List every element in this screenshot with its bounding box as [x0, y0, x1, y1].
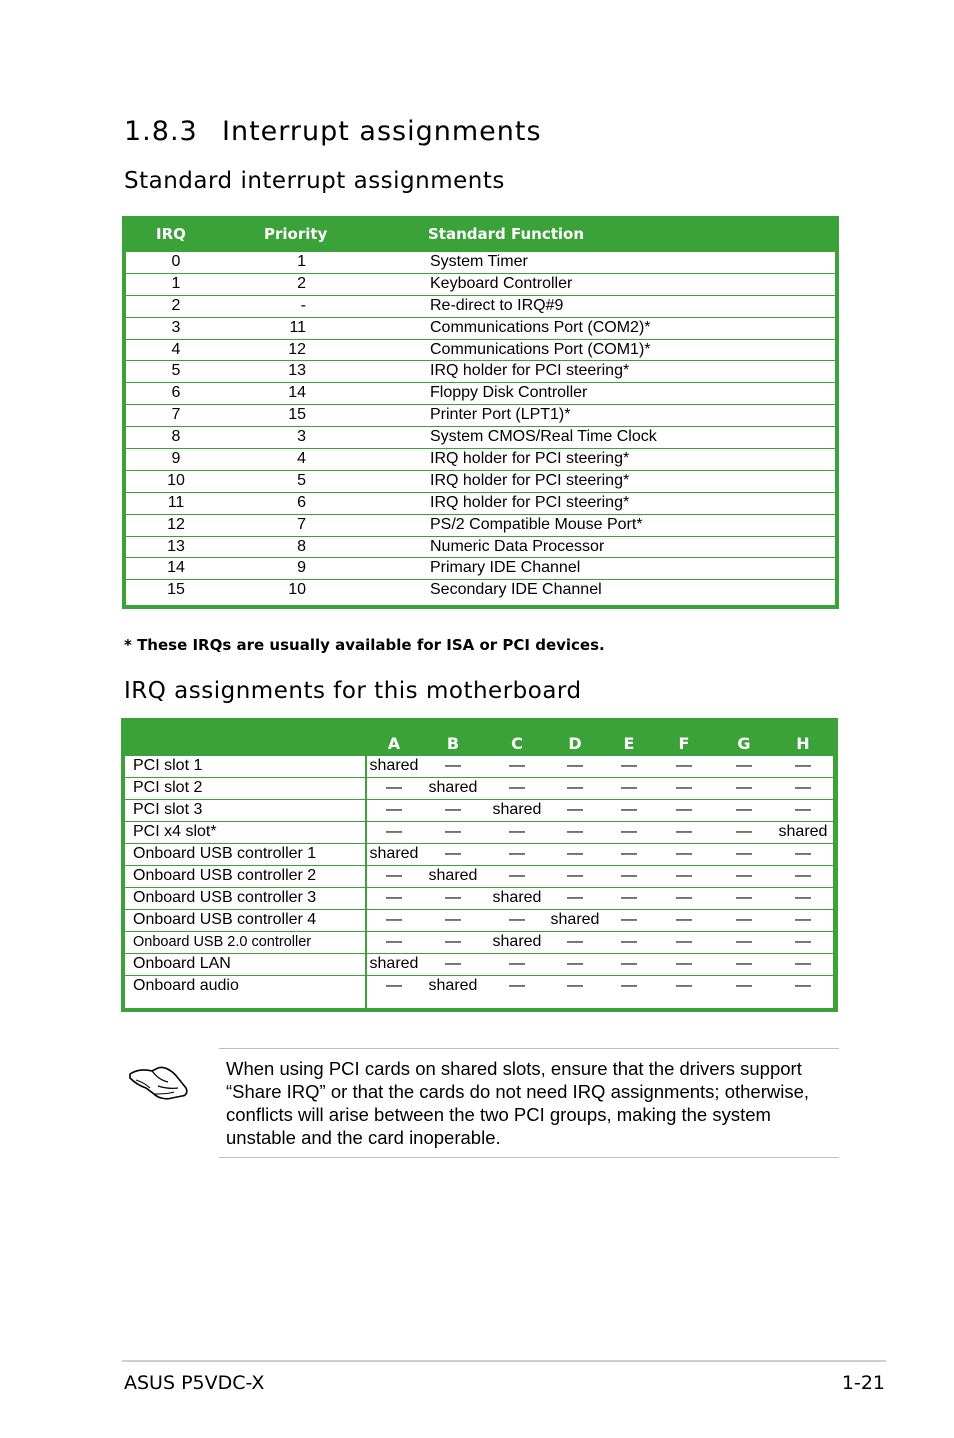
header-function: Standard Function — [428, 225, 585, 243]
priority-cell: 10 — [288, 581, 306, 599]
footer-rule — [122, 1360, 886, 1362]
irq-cell: shared — [778, 823, 828, 840]
priority-cell: 1 — [297, 253, 306, 270]
irq-assignment-table — [121, 718, 838, 1012]
standard-interrupt-title: Standard interrupt assignments — [124, 168, 505, 194]
note-line: “Share IRQ” or that the cards do not need IRQ assignments; otherwise, — [226, 1081, 810, 1102]
irq-cell: — — [567, 757, 583, 774]
irq-cell: — — [621, 845, 637, 862]
irq-cell: — — [676, 845, 692, 862]
priority-cell: - — [300, 296, 306, 314]
device-cell: Onboard USB 2.0 controller — [133, 934, 312, 950]
irq-cell: — — [445, 757, 461, 774]
irq-cell: — — [676, 955, 692, 972]
irq-cell: — — [676, 889, 692, 906]
irq-cell: — — [445, 955, 461, 972]
irq-cell: — — [621, 757, 637, 774]
device-cell: PCI slot 2 — [133, 779, 203, 796]
device-cell: Onboard USB controller 2 — [133, 867, 317, 884]
irq-cell: — — [676, 779, 692, 796]
irq-cell: — — [445, 933, 461, 950]
header-priority: Priority — [264, 225, 328, 243]
irq-cell: 7 — [171, 406, 181, 424]
irq-cell: — — [386, 779, 402, 796]
irq-cell: 3 — [171, 318, 181, 336]
irq-cell: — — [567, 977, 583, 994]
irq-cell: — — [795, 933, 811, 950]
irq-cell: — — [386, 823, 402, 840]
irq-cell: — — [736, 911, 752, 928]
note-line: conflicts will arise between the two PCI groups, making the system — [226, 1104, 771, 1125]
irq-cell: — — [509, 779, 525, 796]
hand-pointing-icon — [128, 1058, 190, 1104]
footer-product: ASUS P5VDC-X — [124, 1372, 265, 1394]
function-cell: IRQ holder for PCI steering* — [430, 471, 630, 489]
device-cell: PCI slot 3 — [133, 801, 203, 818]
table-row — [125, 910, 833, 932]
irq-cell: — — [445, 911, 461, 928]
irq-cell: 1 — [171, 274, 181, 292]
table-row — [126, 580, 835, 602]
irq-cell: — — [795, 779, 811, 796]
irq-cell: — — [509, 845, 525, 862]
note-bottom-rule — [219, 1157, 839, 1158]
table-row — [125, 888, 833, 910]
irq-cell: shared — [492, 801, 542, 818]
irq-cell: 2 — [171, 296, 181, 314]
irq-cell: — — [567, 801, 583, 818]
table-row — [126, 361, 835, 383]
irq-cell: — — [621, 911, 637, 928]
function-cell: PS/2 Compatible Mouse Port* — [430, 515, 643, 533]
function-cell: Secondary IDE Channel — [430, 581, 602, 599]
priority-cell: 4 — [297, 450, 306, 468]
priority-cell: 14 — [288, 384, 306, 402]
device-cell: Onboard USB controller 4 — [133, 911, 317, 928]
irq-cell: — — [567, 823, 583, 840]
section-title-text: Interrupt assignments — [222, 116, 542, 147]
irq-cell: shared — [369, 955, 419, 972]
irq-cell: — — [736, 867, 752, 884]
section-title — [124, 116, 542, 147]
table-row — [126, 318, 835, 340]
irq-cell: — — [567, 779, 583, 796]
device-cell: Onboard USB controller 1 — [133, 845, 317, 862]
device-cell: Onboard audio — [133, 977, 239, 994]
irq-cell: — — [795, 845, 811, 862]
irq-cell: — — [621, 889, 637, 906]
irq-cell: — — [567, 955, 583, 972]
note-line: unstable and the card inoperable. — [226, 1127, 501, 1148]
priority-cell: 15 — [288, 406, 306, 424]
table-row — [126, 405, 835, 427]
irq-cell: — — [795, 977, 811, 994]
priority-cell: 6 — [297, 493, 306, 511]
irq-cell: — — [445, 801, 461, 818]
irq-cell: — — [736, 779, 752, 796]
table-row — [126, 449, 835, 471]
table-row — [125, 932, 833, 954]
note-text — [226, 1057, 826, 1149]
table-row — [125, 756, 833, 778]
section-number: 1.8.3 — [124, 116, 198, 147]
irq-cell: — — [386, 801, 402, 818]
irq-cell: shared — [492, 889, 542, 906]
note-top-rule — [219, 1048, 839, 1049]
function-cell: System CMOS/Real Time Clock — [430, 428, 657, 446]
table-row — [126, 252, 835, 274]
irq-cell: — — [676, 977, 692, 994]
irq-cell: — — [676, 823, 692, 840]
irq-cell: shared — [428, 977, 478, 994]
irq-cell: — — [386, 933, 402, 950]
irq-cell: — — [509, 977, 525, 994]
column-header-f: F — [678, 734, 690, 753]
irq-cell: 11 — [167, 493, 185, 511]
standard-interrupt-table — [122, 216, 839, 609]
irq-cell: 8 — [171, 428, 181, 446]
table-row — [125, 866, 833, 888]
table-row — [126, 383, 835, 405]
table-row — [126, 471, 835, 493]
table-row — [125, 844, 833, 866]
irq-cell: — — [567, 845, 583, 862]
irq-cell: — — [795, 757, 811, 774]
function-cell: Communications Port (COM2)* — [430, 318, 651, 336]
irq-cell: — — [736, 955, 752, 972]
device-cell: Onboard USB controller 3 — [133, 889, 317, 906]
irq-cell: 15 — [167, 581, 185, 599]
irq-cell: — — [736, 889, 752, 906]
column-header-d: D — [568, 734, 582, 753]
irq-cell: — — [509, 911, 525, 928]
standard-table-body — [126, 252, 835, 605]
irq-cell: 6 — [171, 384, 181, 402]
function-cell: System Timer — [430, 253, 528, 270]
priority-cell: 7 — [297, 515, 306, 533]
irq-cell: 9 — [171, 450, 181, 468]
table-row — [125, 822, 833, 844]
irq-cell: — — [676, 757, 692, 774]
irq-cell: — — [621, 977, 637, 994]
standard-table-header — [122, 216, 839, 250]
irq-cell: — — [736, 801, 752, 818]
irq-cell: — — [386, 977, 402, 994]
function-cell: IRQ holder for PCI steering* — [430, 450, 630, 468]
irq-cell: — — [676, 867, 692, 884]
irq-cell: shared — [369, 757, 419, 774]
function-cell: Keyboard Controller — [430, 274, 573, 292]
function-cell: Printer Port (LPT1)* — [430, 406, 571, 424]
function-cell: Numeric Data Processor — [430, 537, 605, 555]
irq-cell: — — [676, 911, 692, 928]
table-row — [126, 493, 835, 515]
irq-cell: — — [509, 823, 525, 840]
irq-cell: — — [676, 933, 692, 950]
function-cell: IRQ holder for PCI steering* — [430, 493, 630, 511]
table-row — [126, 296, 835, 318]
irq-cell: 14 — [167, 559, 185, 577]
irq-cell: shared — [550, 911, 600, 928]
irq-cell: — — [567, 889, 583, 906]
priority-cell: 3 — [297, 428, 306, 446]
irq-cell: — — [795, 801, 811, 818]
irq-cell: — — [386, 867, 402, 884]
priority-cell: 9 — [297, 559, 306, 577]
irq-cell: — — [736, 933, 752, 950]
irq-cell: — — [736, 845, 752, 862]
irq-cell: — — [567, 933, 583, 950]
footer-page-number: 1-21 — [841, 1372, 885, 1394]
irq-table-body — [125, 756, 833, 1008]
device-cell: Onboard LAN — [133, 955, 231, 972]
irq-cell: — — [509, 867, 525, 884]
irq-cell: — — [386, 889, 402, 906]
priority-cell: 13 — [288, 362, 306, 380]
irq-cell: 12 — [167, 515, 185, 533]
irq-assignments-title: IRQ assignments for this motherboard — [124, 678, 582, 704]
irq-cell: — — [621, 933, 637, 950]
table-row — [126, 537, 835, 559]
table-row — [125, 976, 833, 998]
irq-cell: — — [795, 911, 811, 928]
function-cell: Floppy Disk Controller — [430, 384, 588, 402]
irq-cell: — — [795, 955, 811, 972]
column-header-g: G — [737, 734, 751, 753]
irq-cell: — — [621, 823, 637, 840]
function-cell: Primary IDE Channel — [430, 559, 581, 577]
table-row — [126, 558, 835, 580]
irq-cell: — — [736, 757, 752, 774]
priority-cell: 11 — [289, 318, 306, 336]
function-cell: IRQ holder for PCI steering* — [430, 362, 630, 380]
irq-cell: — — [509, 757, 525, 774]
priority-cell: 8 — [297, 537, 306, 555]
irq-cell: — — [621, 779, 637, 796]
irq-cell: shared — [492, 933, 542, 950]
device-cell: PCI x4 slot* — [133, 823, 217, 840]
irq-cell: 10 — [167, 471, 185, 489]
irq-cell: — — [676, 801, 692, 818]
irq-cell: — — [509, 955, 525, 972]
table-row — [125, 800, 833, 822]
function-cell: Re-direct to IRQ#9 — [430, 296, 564, 314]
irq-cell: — — [795, 889, 811, 906]
irq-cell: — — [736, 977, 752, 994]
irq-cell: 0 — [171, 253, 181, 270]
irq-cell: — — [621, 801, 637, 818]
irq-cell: shared — [428, 779, 478, 796]
table-row — [125, 954, 833, 976]
note-line: When using PCI cards on shared slots, ensure that the drivers support — [226, 1058, 802, 1079]
irq-cell: — — [795, 867, 811, 884]
device-cell: PCI slot 1 — [133, 757, 203, 774]
table-row — [126, 427, 835, 449]
irq-cell: — — [621, 867, 637, 884]
priority-cell: 5 — [297, 471, 306, 489]
irq-cell: — — [567, 867, 583, 884]
irq-cell: 4 — [171, 340, 181, 358]
irq-cell: — — [445, 889, 461, 906]
irq-cell: — — [445, 823, 461, 840]
irq-cell: — — [386, 911, 402, 928]
table-row — [126, 515, 835, 537]
function-cell: Communications Port (COM1)* — [430, 340, 651, 358]
irq-cell: shared — [369, 845, 419, 862]
column-header-h: H — [796, 734, 810, 753]
column-header-a: A — [387, 734, 401, 753]
irq-cell: shared — [428, 867, 478, 884]
irq-cell: 13 — [167, 537, 185, 555]
priority-cell: 12 — [288, 340, 306, 358]
column-header-b: B — [446, 734, 460, 753]
column-header-c: C — [511, 734, 523, 753]
priority-cell: 2 — [297, 274, 306, 292]
irq-cell: — — [445, 845, 461, 862]
irq-cell: 5 — [171, 362, 181, 380]
table-row — [125, 778, 833, 800]
header-irq: IRQ — [156, 225, 186, 243]
irq-cell: — — [621, 955, 637, 972]
irq-cell: — — [736, 823, 752, 840]
irq-footnote: * These IRQs are usually available for ISA or PCI devices. — [124, 636, 605, 654]
table-row — [126, 340, 835, 362]
table-row — [126, 274, 835, 296]
column-header-e: E — [623, 734, 635, 753]
